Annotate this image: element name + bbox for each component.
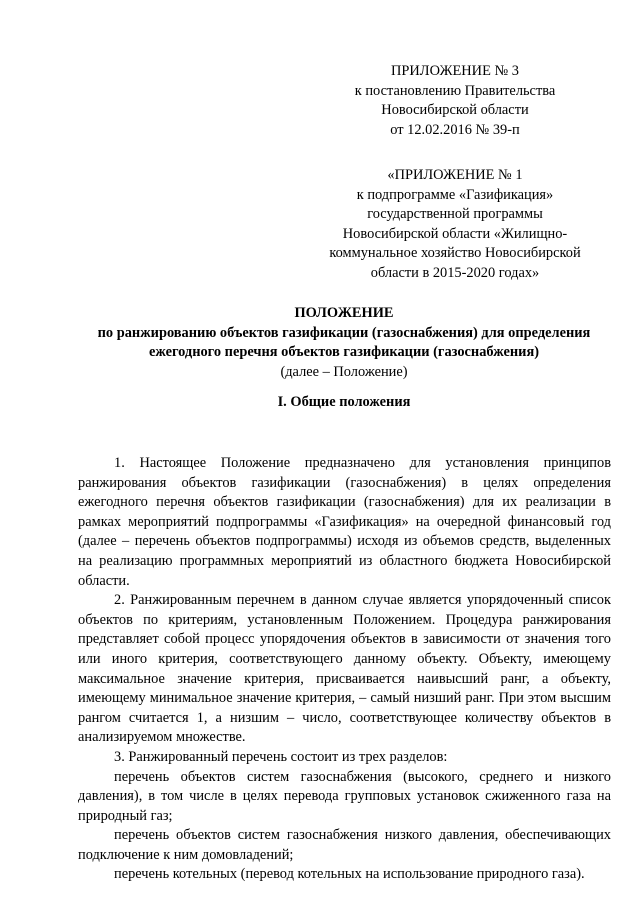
appendix-3-line: к постановлению Правительства <box>354 82 556 99</box>
document-title-block <box>78 304 610 382</box>
appendix-1-line: государственной программы <box>367 206 543 223</box>
appendix-3-header <box>300 62 610 140</box>
appendix-1-title: «ПРИЛОЖЕНИЕ № 1 <box>387 167 523 183</box>
paragraph-3: 3. Ранжированный перечень состоит из трех разделов: <box>114 748 448 765</box>
appendix-1-header <box>300 166 610 284</box>
section-heading: I. Общие положения <box>277 394 411 410</box>
appendix-3-date: от 12.02.2016 № 39-п <box>390 121 520 138</box>
paragraph-2: 2. Ранжированным перечнем в данном случае является упорядоченный список объектов по критериям, установленным Положением. Процедура ранжирования представляет собой процесс упорядочения объектов в зависимости от значения того или иного критерия, соответствующего данному объекту. Объекту, имеющему максимальное значение критерия, присваивается наивысший ранг, а объекту, имеющему минимальное значение критерия, – самый низший ранг. При этом высшим рангом считается 1, а низшим – число, соответствующее количеству объектов в анализируемом множестве. <box>78 592 611 746</box>
document-subtitle-line-2: ежегодного перечня объектов газификации (газоснабжения) <box>148 344 540 361</box>
appendix-3-title: ПРИЛОЖЕНИЕ № 3 <box>391 63 519 79</box>
document-title: ПОЛОЖЕНИЕ <box>294 305 394 321</box>
list-item-3: перечень котельных (перевод котельных на использование природного газа). <box>114 866 585 883</box>
appendix-1-line: Новосибирской области «Жилищно- <box>342 225 568 242</box>
list-item-1: перечень объектов систем газоснабжения (высокого, среднего и низкого давления), в том числе в целях перевода групповых установок сжиженного газа на природный газ; <box>78 768 611 824</box>
list-item-2: перечень объектов систем газоснабжения низкого давления, обеспечивающих подключение к ним домовладений; <box>78 827 611 863</box>
document-body <box>78 454 611 885</box>
document-subtitle-line-1: по ранжированию объектов газификации (газоснабжения) для определения <box>97 324 591 341</box>
paragraph-1: 1. Настоящее Положение предназначено для установления принципов ранжирования объектов газификации (газоснабжения) в целях определения ежегодного перечня объектов газификации (газоснабжения) для их реализации в рамках мероприятий подпрограммы «Газификация» на очередной финансовый год (далее – перечень объектов подпрограммы) исходя из объемов средств, выделенных на реализацию программных мероприятий из областного бюджета Новосибирской области. <box>78 455 611 589</box>
appendix-1-line: коммунальное хозяйство Новосибирской <box>329 245 581 262</box>
document-subtitle-note: (далее – Положение) <box>280 363 408 380</box>
appendix-3-line: Новосибирской области <box>381 102 529 119</box>
appendix-1-line: к подпрограмме «Газификация» <box>356 186 554 203</box>
appendix-1-line: области в 2015-2020 годах» <box>370 264 540 281</box>
